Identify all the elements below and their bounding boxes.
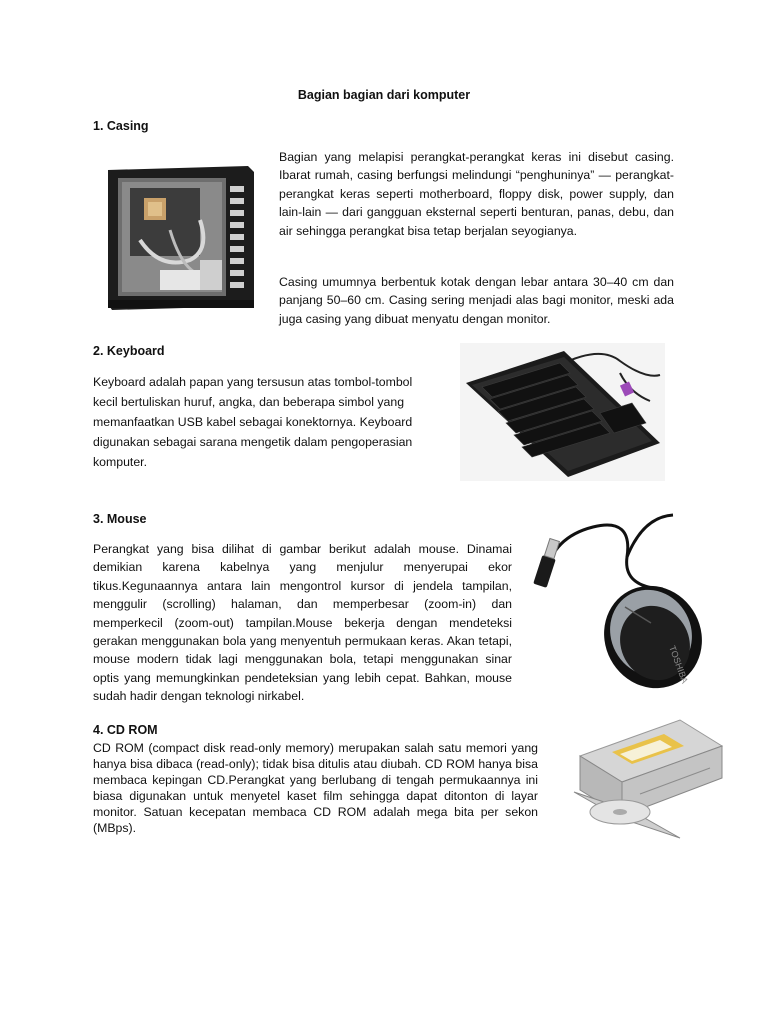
section-heading-casing: 1. Casing: [93, 119, 149, 133]
section-heading-keyboard: 2. Keyboard: [93, 344, 165, 358]
section-heading-mouse: 3. Mouse: [93, 512, 147, 526]
casing-paragraph-1: Bagian yang melapisi perangkat-perangkat keras ini disebut casing. Ibarat rumah, casing berfungsi melindungi “penghuninya” — perangkat-perangkat keras seperti motherboard, floppy disk, power supply, dan lain-lain — dari gangguan eksternal seperti benturan, panas, debu, dan air sehingga perangkat bisa tetap berjalan seyogianya.: [279, 150, 674, 238]
casing-paragraph-2: Casing umumnya berbentuk kotak dengan lebar antara 30–40 cm dan panjang 50–60 cm. Casing sering menjadi alas bagi monitor, meski ada juga casing yang dibuat menyatu dengan monitor.: [279, 275, 674, 326]
page-title: Bagian bagian dari komputer: [297, 88, 471, 102]
mouse-paragraph: Perangkat yang bisa dilihat di gambar berikut adalah mouse. Dinamai demikian karena kabelnya yang menjulur menyerupai ekor tikus.Kegunaannya antara lain mengontrol kursor di jendela tampilan, menggulir (scrolling) halaman, dan memperbesar (zoom-in) dan memperkecil (zoom-out) tampilan.Mouse bekerja dengan mendeteksi gerakan menggunakan bola yang menyentuh permukaan keras. Akan tetapi, mouse modern tidak lagi menggunakan bola, tetapi menggunakan sinar optis yang memungkinkan pendeteksian yang lebih cepat. Bahkan, mouse sudah hadir dengan teknologi nirkabel.: [93, 542, 512, 704]
cd-rom-drive-image: [560, 716, 725, 846]
keyboard-paragraph: Keyboard adalah papan yang tersusun atas tombol-tombol kecil bertuliskan huruf, angka, dan beberapa simbol yang memanfaatkan USB kabel sebagai konektornya. Keyboard digunakan sebagai sarana mengetik dalam pengoperasian komputer.: [93, 375, 413, 469]
section-heading-cd-rom: 4. CD ROM: [93, 723, 158, 737]
mouse-brand-label: TOSHIBA: [667, 644, 690, 685]
computer-case-image: [100, 160, 260, 313]
mouse-image: [523, 497, 720, 693]
keyboard-image: [460, 343, 665, 481]
cd-rom-paragraph: CD ROM (compact disk read-only memory) merupakan salah satu memori yang hanya bisa dibaca (read-only); tidak bisa ditulis atau diubah. CD ROM hanya bisa membaca kepingan CD.Perangkat yang berlubang di tengah permukaannya ini biasa digunakan untuk menyetel kaset film sehingga dapat ditonton di layar monitor. Satuan kecepatan membaca CD ROM adalah mega bita per sekon (MBps).: [93, 741, 538, 835]
